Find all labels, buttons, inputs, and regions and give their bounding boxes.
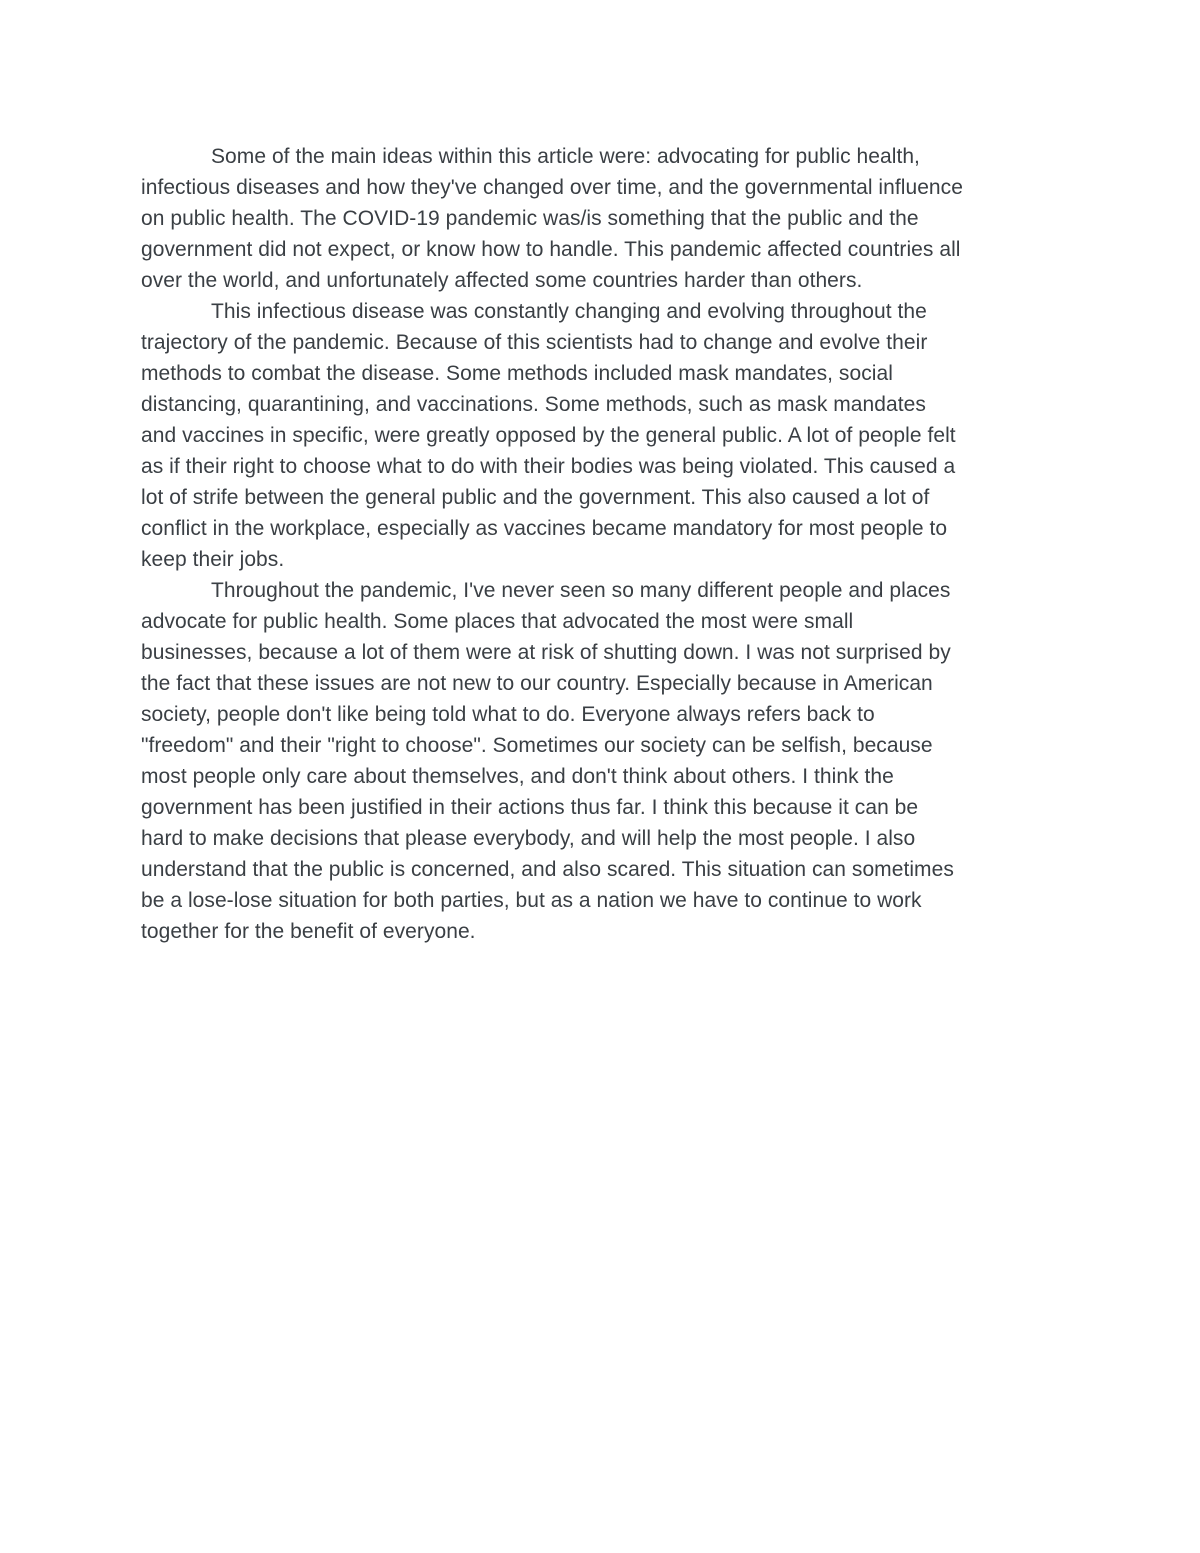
paragraph-1 [141,141,1066,296]
paragraph-line: "freedom" and their "right to choose". Sometimes our society can be selfish, because [141,734,933,757]
paragraph-line: government did not expect, or know how to handle. This pandemic affected countries all [141,238,961,261]
paragraph-line: This infectious disease was constantly changing and evolving throughout the [211,300,927,323]
paragraph-line: government has been justified in their actions thus far. I think this because it can be [141,796,919,819]
paragraph-line: understand that the public is concerned, and also scared. This situation can sometimes [141,858,954,881]
paragraph-line: society, people don't like being told what to do. Everyone always refers back to [141,703,875,726]
document-body [141,141,1066,947]
paragraph-line: together for the benefit of everyone. [141,920,476,943]
paragraph-line: businesses, because a lot of them were at risk of shutting down. I was not surprised by [141,641,951,664]
paragraph-line: the fact that these issues are not new to our country. Especially because in American [141,672,933,695]
paragraph-line: Throughout the pandemic, I've never seen so many different people and places [211,579,951,602]
paragraph-3 [141,575,1066,947]
paragraph-line: infectious diseases and how they've changed over time, and the governmental influence [141,176,963,199]
paragraph-line: and vaccines in specific, were greatly opposed by the general public. A lot of people felt [141,424,956,447]
paragraph-line: hard to make decisions that please everybody, and will help the most people. I also [141,827,916,850]
paragraph-line: distancing, quarantining, and vaccinations. Some methods, such as mask mandates [141,393,926,416]
paragraph-line: lot of strife between the general public and the government. This also caused a lot of [141,486,930,509]
paragraph-line: as if their right to choose what to do with their bodies was being violated. This caused a [141,455,956,478]
paragraph-line: on public health. The COVID-19 pandemic was/is something that the public and the [141,207,919,230]
paragraph-line: conflict in the workplace, especially as vaccines became mandatory for most people to [141,517,948,540]
paragraph-line: advocate for public health. Some places that advocated the most were small [141,610,854,633]
paragraph-line: keep their jobs. [141,548,285,571]
paragraph-line: trajectory of the pandemic. Because of this scientists had to change and evolve their [141,331,928,354]
paragraph-line: over the world, and unfortunately affected some countries harder than others. [141,269,863,292]
paragraph-2 [141,296,1066,575]
paragraph-line: Some of the main ideas within this article were: advocating for public health, [211,145,920,168]
paragraph-line: most people only care about themselves, and don't think about others. I think the [141,765,894,788]
paragraph-line: methods to combat the disease. Some methods included mask mandates, social [141,362,893,385]
paragraph-line: be a lose-lose situation for both parties, but as a nation we have to continue to work [141,889,922,912]
